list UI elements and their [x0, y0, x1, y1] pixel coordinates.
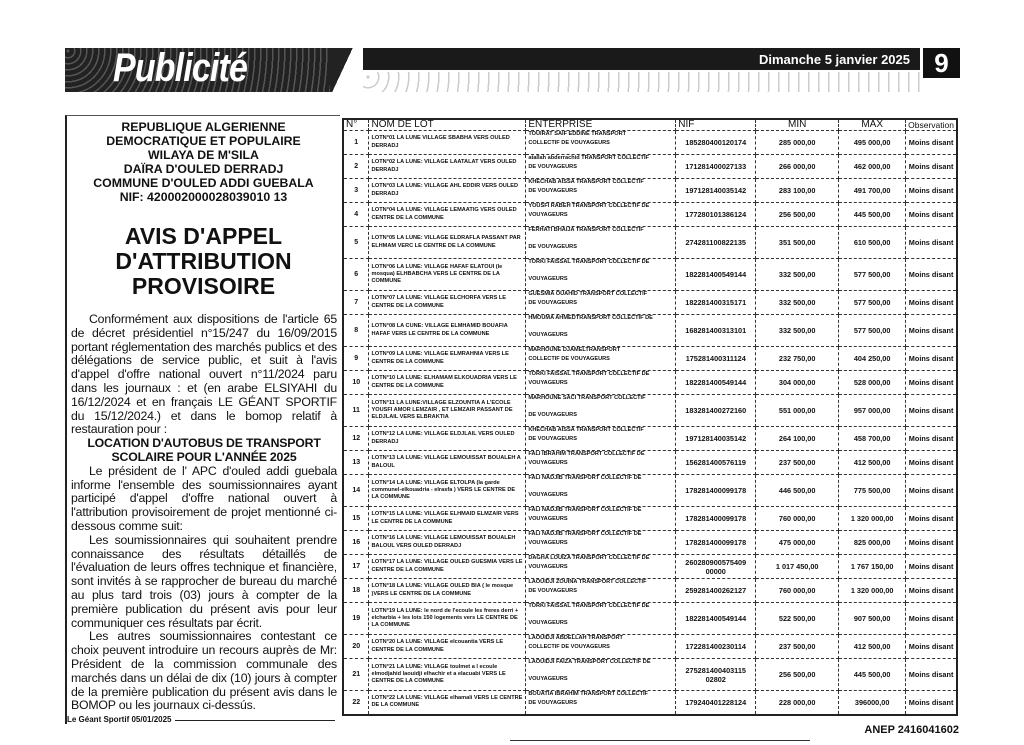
- enterprise-activity: DE VOUYAGEURS: [528, 700, 577, 707]
- paragraph-legal-basis: Conformément aux dispositions de l'article 65 de décret présidentiel n°15/247 du 16/09/2015 portant réglementation des marchés publics et des délégations de service public, et suit à l'avis d'appel d'offre national ouvert n°11/2024 paru dans les journaux : et (en arabe ELSIYAHI du 16/12/2024 et en français LE GÉANT SPORTIF du 15/12/2024.) et dans le bomop relatif à restauration pour :: [71, 312, 337, 437]
- observation: Moins disant: [906, 179, 957, 203]
- observation: Moins disant: [906, 603, 957, 635]
- enterprise-cell: [526, 427, 676, 451]
- nif-value: 182281400315171: [676, 291, 756, 315]
- min-amount: 237 500,00: [756, 635, 839, 659]
- enterprise-activity: DE VOUYAGEURS: [528, 588, 577, 595]
- min-amount: 332 500,00: [756, 259, 839, 291]
- observation: Moins disant: [906, 635, 957, 659]
- lot-number: 3: [343, 179, 369, 203]
- enterprise-activity: DE VOUYAGEURS: [528, 412, 577, 419]
- min-amount: 760 000,00: [756, 507, 839, 531]
- enterprise-activity: VOUYAGEURS: [528, 212, 568, 219]
- min-amount: 256 500,00: [756, 203, 839, 227]
- nif-value: 179240401228124: [676, 691, 756, 715]
- paragraph-announcement: Le président de l' APC d'ouled addi guebala informe l'ensemble des soumissionnaires ayant participé d'appel d'offre national ouvert à l'attribution provisoirement de projet mentionné ci-dessous comme suit:: [71, 463, 337, 533]
- enterprise-activity: DE VOUYAGEURS: [528, 244, 577, 251]
- notice-subject: LOCATION D'AUTOBUS DE TRANSPORT SCOLAIRE POUR L'ANNÉE 2025: [87, 436, 321, 464]
- observation: Moins disant: [906, 475, 957, 507]
- enterprise-cell: [526, 179, 676, 203]
- enterprise-cell: [526, 315, 676, 347]
- section-title-block: [65, 48, 330, 92]
- nif-value: 172281400230114: [676, 635, 756, 659]
- table-row: [343, 427, 957, 451]
- lot-number: 4: [343, 203, 369, 227]
- enterprise-cell: [526, 451, 676, 475]
- max-amount: 412 500,00: [839, 451, 906, 475]
- min-amount: 266 000,00: [756, 155, 839, 179]
- lot-name: LOTN°09 LA LUNE: VILLAGE ELMRAHNIA VERS LE CENTRE DE LA COMMUNE: [369, 347, 526, 371]
- header-line: REPUBLIQUE ALGERIENNE: [121, 120, 286, 134]
- issuer-header: [67, 120, 340, 204]
- enterprise-cell: [526, 259, 676, 291]
- observation: Moins disant: [906, 451, 957, 475]
- lot-name: LOTN°10 LA LUNE: ELHAMAM ELKOUADRIA VERS LE CENTRE DE LA COMMUNE: [369, 371, 526, 395]
- max-amount: 577 500,00: [839, 291, 906, 315]
- enterprise-activity: COLLECTIF DE VOUYAGEURS: [528, 644, 610, 651]
- lot-name: LOTN°15 LA LUNE: VILLAGE ELHMAID ELMZAIR VERS LE CENTRE DE LA COMMUNE: [369, 507, 526, 531]
- page-number: 9: [920, 48, 960, 78]
- table-row: [343, 203, 957, 227]
- lot-number: 16: [343, 531, 369, 555]
- lot-name: LOTN°20 LA LUNE: VILLAGE elcouantia VERS LE CENTRE DE LA COMMUNE: [369, 635, 526, 659]
- nif-value: 183281400272160: [676, 395, 756, 427]
- enterprise-cell: [526, 475, 676, 507]
- min-amount: 332 500,00: [756, 315, 839, 347]
- anep-reference: ANEP 2416041602: [861, 724, 962, 736]
- lot-number: 19: [343, 603, 369, 635]
- max-amount: 577 500,00: [839, 259, 906, 291]
- enterprise-activity: VOUYAGEURS: [528, 564, 568, 571]
- enterprise-activity: VOUYAGEURS: [528, 516, 568, 523]
- enterprise-name: BOUATIA IBRAHIM TRANSPORT COLLECTIF: [528, 691, 648, 697]
- min-amount: 1 017 450,00: [756, 555, 839, 579]
- enterprise-activity: VOUYAGEURS: [528, 676, 568, 683]
- table-row: [343, 507, 957, 531]
- min-amount: 256 500,00: [756, 659, 839, 691]
- nif-value: 178281400099178: [676, 475, 756, 507]
- max-amount: 825 000,00: [839, 531, 906, 555]
- title-line: PROVISOIRE: [131, 273, 276, 299]
- enterprise-name: MARHOUNE DJAMELTRANSPORT: [528, 347, 621, 353]
- max-amount: 907 500,00: [839, 603, 906, 635]
- table-row: [343, 347, 957, 371]
- observation: Moins disant: [906, 131, 957, 155]
- observation: Moins disant: [906, 427, 957, 451]
- enterprise-activity: COLLECTIF DE VOUYAGEURS: [528, 140, 610, 147]
- col-header-enterprise: ENTERPRISE: [526, 119, 676, 131]
- enterprise-name: atallah abderrachid TRANSPORT COLLECTIF: [528, 155, 649, 161]
- page-banner: [65, 48, 960, 92]
- nif-value: 178281400099178: [676, 531, 756, 555]
- observation: Moins disant: [906, 259, 957, 291]
- header-line: DAÏRA D'OULED DERRADJ: [123, 162, 284, 176]
- observation: Moins disant: [906, 659, 957, 691]
- lot-number: 13: [343, 451, 369, 475]
- observation: Moins disant: [906, 155, 957, 179]
- max-amount: 396000,00: [839, 691, 906, 715]
- col-header-number: N°: [343, 119, 369, 131]
- enterprise-cell: [526, 691, 676, 715]
- notice-body: [67, 313, 340, 713]
- lot-name: LOTN°17 LA LUNE: VILLAGE OULED GUESMIA VERS LE CENTRE DE LA COMMUNE: [369, 555, 526, 579]
- col-header-nif: NIF: [676, 119, 756, 131]
- bottom-divider: [510, 740, 810, 741]
- observation: Moins disant: [906, 555, 957, 579]
- min-amount: 264 100,00: [756, 427, 839, 451]
- observation: Moins disant: [906, 315, 957, 347]
- lot-number: 6: [343, 259, 369, 291]
- enterprise-name: FALI NADJIB TRANSPORT COLLECTIF DE: [528, 507, 642, 513]
- table-row: [343, 155, 957, 179]
- enterprise-cell: [526, 659, 676, 691]
- enterprise-name: KHECHAB AISSA TRANSPORT COLLECTIF: [528, 427, 644, 433]
- table-row: [343, 227, 957, 259]
- min-amount: 332 500,00: [756, 291, 839, 315]
- banner-pattern: [363, 72, 928, 92]
- enterprise-name: FALI IBRAHIM TRANSPORT COLLECTIF DE: [528, 451, 645, 457]
- enterprise-name: TORKI FAISSAL TRANSPORT COLLECTIF DE: [528, 603, 650, 609]
- header-line: COMMUNE D'OULED ADDI GUEBALA: [93, 176, 314, 190]
- min-amount: 522 500,00: [756, 603, 839, 635]
- min-amount: 446 500,00: [756, 475, 839, 507]
- enterprise-name: LAOUIDJI ZOUINA TRANSPORT COLLECTIF: [528, 579, 647, 585]
- lot-number: 18: [343, 579, 369, 603]
- lot-number: 5: [343, 227, 369, 259]
- banner-slash-decoration: [330, 48, 360, 92]
- lot-number: 9: [343, 347, 369, 371]
- enterprise-cell: [526, 507, 676, 531]
- enterprise-name: FALI NADJIB TRANSPORT COLLECTIF DE: [528, 475, 642, 481]
- min-amount: 760 000,00: [756, 579, 839, 603]
- nif-value: 175281400311124: [676, 347, 756, 371]
- lot-name: LOTN°08 LA CUNE: VILLAGE ELMHAMID BOUAFIA HAFAF VERS LE CENTRE DE LA COMMUNE: [369, 315, 526, 347]
- enterprise-activity: VOUYAGEURS: [528, 540, 568, 547]
- enterprise-name: YOUSFI RABEH TRANSPORT COLLECTIF DE: [528, 203, 650, 209]
- nif-value: 275281400403115 02802: [676, 659, 756, 691]
- observation: Moins disant: [906, 347, 957, 371]
- enterprise-name: LAOUIDJI ABDELLAH TRANSPORT: [528, 635, 623, 641]
- enterprise-activity: COLLECTIF DE VOUYAGEURS: [528, 356, 610, 363]
- max-amount: 404 250,00: [839, 347, 906, 371]
- enterprise-name: FERHATI BHAIJA TRANSPORT COLLECTIF: [528, 227, 644, 233]
- lot-name: LOTN°14 LA LUNE: VILLAGE ELTOLPA (la garde communel-elkouadria - elrasfa ) VERS LE CENTRE DE LA COMMUNE: [369, 475, 526, 507]
- lot-number: 22: [343, 691, 369, 715]
- lot-number: 15: [343, 507, 369, 531]
- table-row: [343, 315, 957, 347]
- enterprise-name: LAOUIDJI FAIZA TRANSPORT COLLECTIF DE: [528, 659, 651, 665]
- lot-name: LOTN°12 LA LUNE: VILLAGE ELDJLAIL VERS OULED DERRADJ: [369, 427, 526, 451]
- table-row: [343, 371, 957, 395]
- lot-number: 20: [343, 635, 369, 659]
- nif-value: 178281400099178: [676, 507, 756, 531]
- nif-value: 197128140035142: [676, 427, 756, 451]
- table-row: [343, 579, 957, 603]
- enterprise-name: TORKI FAISSAL TRANSPORT COLLECTIF DE: [528, 259, 650, 265]
- enterprise-activity: VOUYAGEURS: [528, 332, 568, 339]
- enterprise-activity: VOUYAGEURS: [528, 460, 568, 467]
- enterprise-cell: [526, 371, 676, 395]
- lot-number: 14: [343, 475, 369, 507]
- lot-name: LOTN°16 LA LUNE: VILLAGE LEMOUISSAT BOUALEH BALOUL VERS OULED DERRADJ: [369, 531, 526, 555]
- paragraph-appeal: Les autres soumissionnaires contestant ce choix peuvent introduire un recours auprès de Mr: Président de la commission communale des marchés dans un délai de dix (10) jours à compter de la première publication du présent avis dans le BOMOP ou les journaux ci-dessús.: [71, 629, 337, 713]
- enterprise-cell: [526, 227, 676, 259]
- lot-number: 17: [343, 555, 369, 579]
- section-title: Publicité: [113, 46, 248, 90]
- lot-name: LOTN°05 LA LUNE: VILLAGE ELDRAFLA PASSANT PAR ELHMAM VERC LE CENTRE DE LA COMMUNE: [369, 227, 526, 259]
- enterprise-cell: [526, 579, 676, 603]
- title-line: D'ATTRIBUTION: [115, 248, 292, 274]
- observation: Moins disant: [906, 203, 957, 227]
- title-line: AVIS D'APPEL: [124, 223, 283, 249]
- observation: Moins disant: [906, 531, 957, 555]
- observation: Moins disant: [906, 507, 957, 531]
- lot-name: LOTN°07 LA LUNE: VILLAGE ELCHORFA VERS LE CENTRE DE LA COMMUNE: [369, 291, 526, 315]
- observation: Moins disant: [906, 291, 957, 315]
- lot-name: LOTN°21 LA LUNE: VILLAGE toulmet a l ecoule elmodjahid laouidji elhachir et a elacuabi VERS LE CENTRE DE LA COMMUNE: [369, 659, 526, 691]
- table-row: [343, 603, 957, 635]
- min-amount: 232 750,00: [756, 347, 839, 371]
- lot-number: 10: [343, 371, 369, 395]
- lot-name: LOTN°22 LA LUNE: VILLAGE elhamali VERS LE CENTRE DE LA COMMUNE: [369, 691, 526, 715]
- enterprise-cell: [526, 291, 676, 315]
- paragraph-results: Les soumissionnaires qui souhaitent prendre connaissance des résultats détaillés de l'évaluation de leurs offres technique et financière, sont invités à se rapprocher de bureau du marché au plus tard trois (03) jours à compter de la première publication du présent avis pour leur communiquer ces résultats par écrit.: [71, 532, 337, 630]
- enterprise-cell: [526, 155, 676, 179]
- nif-value: 171281400027133: [676, 155, 756, 179]
- enterprise-cell: [526, 555, 676, 579]
- max-amount: 957 000,00: [839, 395, 906, 427]
- lot-name: LOTN°01 LA LUNE VILLAGE SBABHA VERS OULED DERRADJ: [369, 131, 526, 155]
- enterprise-name: KHECHAB AISSA TRANSPORT COLLECTIF: [528, 179, 644, 185]
- enterprise-activity: DE VOUYAGEURS: [528, 436, 577, 443]
- observation: Moins disant: [906, 395, 957, 427]
- max-amount: 412 500,00: [839, 635, 906, 659]
- max-amount: 495 000,00: [839, 131, 906, 155]
- enterprise-activity: VOUYAGEURS: [528, 620, 568, 627]
- lot-number: 21: [343, 659, 369, 691]
- table-row: [343, 179, 957, 203]
- lot-name: LOTN°02 LA LUNE: VILLAGE LAATALAT VERS OULED DERRADJ: [369, 155, 526, 179]
- table-row: [343, 659, 957, 691]
- nif-value: 177280101386124: [676, 203, 756, 227]
- table-row: [343, 635, 957, 659]
- min-amount: 551 000,00: [756, 395, 839, 427]
- enterprise-cell: [526, 635, 676, 659]
- max-amount: 462 000,00: [839, 155, 906, 179]
- publication-footer: Le Géant Sportif 05/01/2025: [67, 715, 340, 724]
- lot-name: LOTN°04 LA LUNE: VILLAGE LEMAATIG VERS OULED CENTRE DE LA COMMUNE: [369, 203, 526, 227]
- max-amount: 1 320 000,00: [839, 579, 906, 603]
- nif-value: 182281400549144: [676, 259, 756, 291]
- table-row: [343, 531, 957, 555]
- table-row: [343, 691, 957, 715]
- nif-value: 182281400549144: [676, 603, 756, 635]
- header-nif: NIF: 420002000028039010 13: [119, 190, 288, 204]
- enterprise-cell: [526, 347, 676, 371]
- enterprise-activity: VOUYAGEURS: [528, 380, 568, 387]
- table-row: [343, 475, 957, 507]
- observation: Moins disant: [906, 579, 957, 603]
- issue-date: Dimanche 5 janvier 2025: [758, 52, 910, 67]
- lot-number: 11: [343, 395, 369, 427]
- notice-text-column: [65, 115, 340, 724]
- table-row: [343, 259, 957, 291]
- table-row: [343, 131, 957, 155]
- max-amount: 491 700,00: [839, 179, 906, 203]
- enterprise-name: HMOUMA AHMEDTRANSPORT COLLECTIF DE: [528, 315, 653, 321]
- lot-name: LOTN°06 LA LUNE: VILLAGE HAFAF ELATOUI (le mosqua) ELHBABCHA VERS LE CENTRE DE LA COMMUNE: [369, 259, 526, 291]
- max-amount: 1 320 000,00: [839, 507, 906, 531]
- min-amount: 237 500,00: [756, 451, 839, 475]
- min-amount: 475 000,00: [756, 531, 839, 555]
- lot-name: LOTN°03 LA LUNE: VILLAGE AHL EDDIR VERS OULED DERRADJ: [369, 179, 526, 203]
- col-header-lot: NOM DE LOT: [369, 119, 526, 131]
- lot-name: LOTN°18 LA LUNE: VILLAGE OULED BIA ( le mosque )VERS LE CENTRE DE LA COMMUNE: [369, 579, 526, 603]
- lot-number: 8: [343, 315, 369, 347]
- enterprise-name: GUESMIA OUAHID TRANSPORT COLLECTIF: [528, 291, 648, 297]
- max-amount: 445 500,00: [839, 659, 906, 691]
- enterprise-cell: [526, 203, 676, 227]
- max-amount: 528 000,00: [839, 371, 906, 395]
- min-amount: 304 000,00: [756, 371, 839, 395]
- nif-value: 156281400576119: [676, 451, 756, 475]
- observation: Moins disant: [906, 371, 957, 395]
- table-row: [343, 395, 957, 427]
- table-row: [343, 451, 957, 475]
- observation: Moins disant: [906, 227, 957, 259]
- max-amount: 458 700,00: [839, 427, 906, 451]
- enterprise-cell: [526, 395, 676, 427]
- lot-number: 7: [343, 291, 369, 315]
- max-amount: 775 500,00: [839, 475, 906, 507]
- max-amount: 445 500,00: [839, 203, 906, 227]
- max-amount: 610 500,00: [839, 227, 906, 259]
- col-header-min: MIN: [756, 119, 839, 131]
- nif-value: 182281400549144: [676, 371, 756, 395]
- enterprise-activity: DE VOUYAGEURS: [528, 164, 577, 171]
- enterprise-cell: [526, 603, 676, 635]
- min-amount: 351 500,00: [756, 227, 839, 259]
- col-header-observation: Observation: [906, 119, 957, 131]
- table-row: [343, 291, 957, 315]
- nif-value: 259281400262127: [676, 579, 756, 603]
- observation: Moins disant: [906, 691, 957, 715]
- enterprise-activity: VOUYAGEURS: [528, 276, 568, 283]
- nif-value: 168281400313101: [676, 315, 756, 347]
- nif-value: 260280900575409 00000: [676, 555, 756, 579]
- notice-title: [67, 224, 340, 299]
- max-amount: 1 767 150,00: [839, 555, 906, 579]
- nif-value: 197128140035142: [676, 179, 756, 203]
- header-line: WILAYA DE M'SILA: [148, 148, 259, 162]
- lot-number: 2: [343, 155, 369, 179]
- lot-name: LOTN°13 LA LUNE: VILLAGE LEMOUISSAT BOUALEH A BALOUL: [369, 451, 526, 475]
- table-header-row: [343, 119, 957, 131]
- lot-name: LOTN°19 LA LUNE: le nord de l'ecoule les freres derri + elcharbia + les lots 150 logements vers LE CENTRE DE LA COMMUNE: [369, 603, 526, 635]
- col-header-max: MAX: [839, 119, 906, 131]
- enterprise-name: MARHOUNE SACI TRANSPORT COLLECTIF: [528, 395, 646, 401]
- enterprise-cell: [526, 531, 676, 555]
- enterprise-name: TOUIRAT SAIF EDDINE TRANSPORT: [528, 131, 627, 137]
- enterprise-activity: VOUYAGEURS: [528, 492, 568, 499]
- enterprise-cell: [526, 131, 676, 155]
- max-amount: 577 500,00: [839, 315, 906, 347]
- min-amount: 228 000,00: [756, 691, 839, 715]
- enterprise-name: DAGHA LOUIZA TRANSPORT COLLECTIF DE: [528, 555, 650, 561]
- attribution-table: [342, 118, 958, 716]
- min-amount: 285 000,00: [756, 131, 839, 155]
- nif-value: 274281100822135: [676, 227, 756, 259]
- lot-number: 12: [343, 427, 369, 451]
- lot-number: 1: [343, 131, 369, 155]
- table-row: [343, 555, 957, 579]
- enterprise-name: FALI NADJIB TRANSPORT COLLECTIF DE: [528, 531, 642, 537]
- nif-value: 185280400120174: [676, 131, 756, 155]
- enterprise-activity: DE VOUYAGEURS: [528, 300, 577, 307]
- header-line: DEMOCRATIQUE ET POPULAIRE: [106, 134, 301, 148]
- enterprise-activity: DE VOUYAGEURS: [528, 188, 577, 195]
- enterprise-name: TORKI FAISSAL TRANSPORT COLLECTIF DE: [528, 371, 650, 377]
- lot-name: LOTN°11 LA LUNE:VILLAGE ELZOUNTIA A L'ECOLE YOUSFI AMOR LEMZAIR , ET LEMZAIR PASSANT DE ELDJLAIL VERS ELBRAKTIA: [369, 395, 526, 427]
- min-amount: 283 100,00: [756, 179, 839, 203]
